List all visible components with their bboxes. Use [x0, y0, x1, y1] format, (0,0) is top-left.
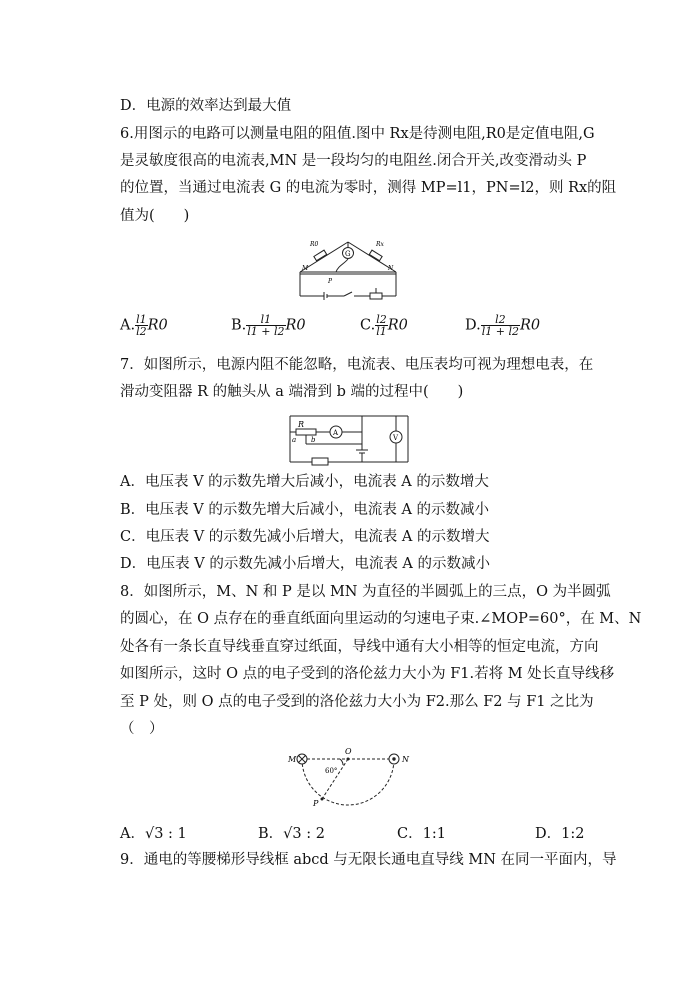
- q6-line-2: 是灵敏度很高的电流表,MN 是一段均匀的电阻丝.闭合开关,改变滑动头 P: [120, 153, 587, 169]
- q6-circuit-diagram: [298, 238, 398, 302]
- q7-option-d: D．电压表 V 的示数先减小后增大，电流表 A 的示数减小: [120, 556, 491, 572]
- q8-label-m: M: [288, 755, 297, 764]
- q6-option-b: B. $\frac{l1}{l1 + l2}$ R0: [231, 313, 306, 338]
- q6-line-4: 值为( ): [120, 208, 190, 224]
- q8-line-6: （ ）: [120, 721, 164, 737]
- q8-label-o: O: [345, 747, 352, 756]
- q8-semicircle-diagram: [285, 743, 411, 809]
- q7-label-b: b: [311, 436, 316, 444]
- q8-option-a: A．√3 : 1: [120, 826, 187, 842]
- q6-option-a: A. $\frac{l1}{l2}$ R0: [120, 313, 168, 338]
- q6-label-g: G: [345, 250, 351, 258]
- q8-label-p: P: [313, 799, 319, 808]
- q6-option-d: D. $\frac{l2}{l1 + l2}$ R0: [465, 313, 541, 338]
- q8-label-angle: 60°: [325, 767, 338, 775]
- q6-label-n: N: [388, 265, 394, 272]
- q6-line-1: 6.用图示的电路可以测量电阻的阻值.图中 Rx是待测电阻,R0是定值电阻,G: [120, 126, 595, 142]
- q8-option-b: B．√3 : 2: [258, 826, 325, 842]
- q8-line-1: 8．如图所示，M、N 和 P 是以 MN 为直径的半圆弧上的三点，O 为半圆弧: [120, 584, 611, 600]
- q8-option-c: C．1:1: [397, 826, 446, 842]
- q5-option-d: D．电源的效率达到最大值: [120, 98, 292, 114]
- q7-option-b: B．电压表 V 的示数先增大后减小，电流表 A 的示数减小: [120, 502, 490, 518]
- q7-line-1: 7．如图所示，电源内阻不能忽略，电流表、电压表均可视为理想电表，在: [120, 357, 594, 373]
- q9-line-1: 9．通电的等腰梯形导线框 abcd 与无限长通电直导线 MN 在同一平面内，导: [120, 852, 617, 868]
- q6-line-3: 的位置，当通过电流表 G 的电流为零时，测得 MP=l1，PN=l2，则 Rx的阻: [120, 180, 617, 196]
- q7-label-voltmeter: V: [393, 434, 399, 442]
- q8-line-3: 处各有一条长直导线垂直穿过纸面，导线中通有大小相等的恒定电流，方向: [120, 639, 599, 655]
- q6-label-p: P: [328, 278, 333, 285]
- q8-label-n: N: [402, 755, 409, 764]
- q8-line-5: 至 P 处，则 O 点的电子受到的洛伦兹力大小为 F2.那么 F2 与 F1 之比为: [120, 694, 594, 710]
- q6-option-c: C. $\frac{l2}{l1}$ R0: [360, 313, 408, 338]
- q6-label-r0: R0: [310, 241, 319, 248]
- q8-option-d: D．1:2: [535, 826, 585, 842]
- q7-option-c: C．电压表 V 的示数先减小后增大，电流表 A 的示数增大: [120, 529, 490, 545]
- q8-line-2: 的圆心，在 O 点存在的垂直纸面向里运动的匀速电子束.∠MOP=60°，在 M、N: [120, 611, 642, 627]
- q6-label-m: M: [302, 265, 309, 272]
- q7-label-ammeter: A: [333, 429, 339, 437]
- q7-label-r: R: [298, 420, 305, 429]
- q7-option-a: A．电压表 V 的示数先增大后减小，电流表 A 的示数增大: [120, 474, 489, 490]
- q6-label-rx: Rx: [376, 241, 384, 248]
- q7-line-2: 滑动变阻器 R 的触头从 a 端滑到 b 端的过程中( ): [120, 384, 464, 400]
- q8-line-4: 如图所示，这时 O 点的电子受到的洛伦兹力大小为 F1.若将 M 处长直导线移: [120, 666, 615, 682]
- q7-label-a: a: [292, 436, 297, 444]
- q7-circuit-diagram: [286, 412, 412, 466]
